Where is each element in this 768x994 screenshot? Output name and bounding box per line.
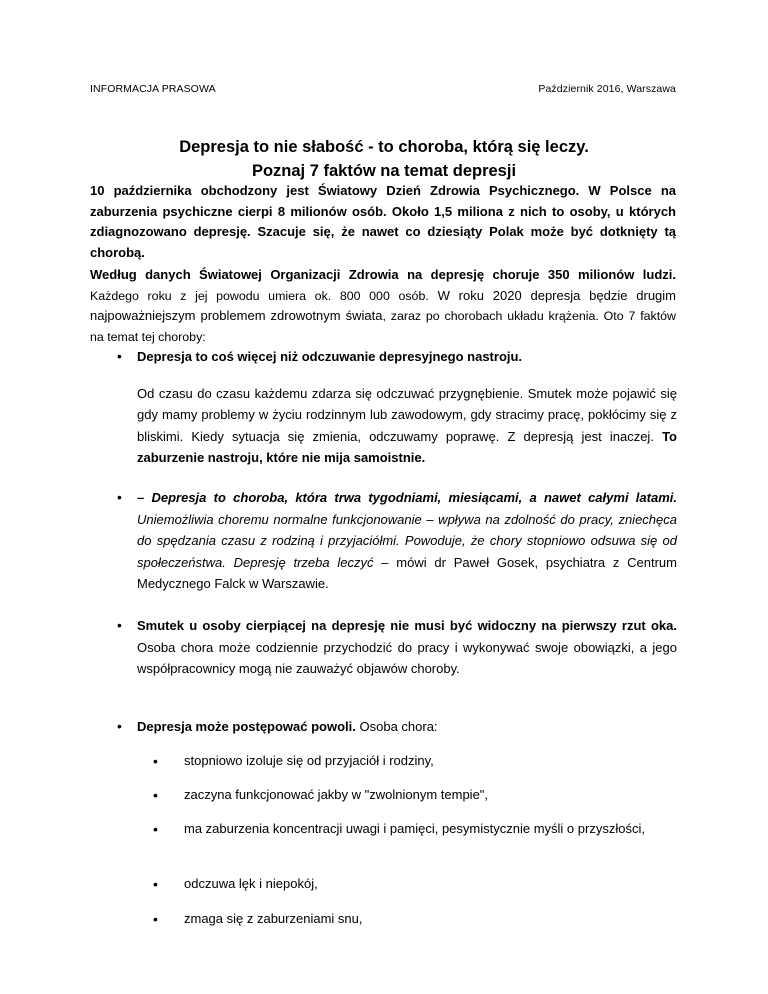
title-line-1: Depresja to nie słabość - to choroba, którą się leczy. <box>179 138 589 156</box>
fact-item-1 <box>137 346 677 469</box>
page-title <box>90 135 678 183</box>
symptom-item-3: ma zaburzenia koncentracji uwagi i pamięci, pesymistycznie myśli o przyszłości, <box>184 821 645 836</box>
fact-4-heading: Depresja może postępować powoli. <box>137 719 356 734</box>
symptom-item-2: zaczyna funkcjonować jakby w "zwolnionym tempie", <box>184 787 489 802</box>
lead-paragraph: 10 października obchodzony jest Światowy Dzień Zdrowia Psychicznego. W Polsce na zaburzenia psychiczne cierpi 8 milionów osób. Około 1,5 miliona z nich to osoby, u których zdiagnozowano depresję. Szacuje się, że nawet co dziesiąty Polak może być dotknięty tą chorobą. <box>90 183 676 260</box>
sub-bullet: • <box>153 911 158 927</box>
symptom-item-5: zmaga się z zaburzeniami snu, <box>184 911 363 926</box>
fact-2-heading: – Depresja to choroba, która trwa tygodniami, miesiącami, a nawet całymi latami. <box>137 490 677 505</box>
fact-3-body: Osoba chora może codziennie przychodzić do pracy i wykonywać swoje obowiązki, a jego współpracownicy mogą nie zauważyć objawów choroby. <box>137 639 677 676</box>
bullet: • <box>117 489 122 505</box>
intro-text-3: , zaraz po chorobach układu krążenia. Oto 7 faktów na temat tej choroby: <box>90 309 677 344</box>
header-date-location: Październik 2016, Warszawa <box>538 83 676 95</box>
sub-bullet: • <box>153 753 158 769</box>
fact-2-attribution: – mówi dr Paweł Gosek, psychiatra z Centrum Medycznego Falck w Warszawie. <box>137 554 677 591</box>
bullet: • <box>117 718 122 734</box>
fact-4-body: Osoba chora: <box>355 719 438 734</box>
intro-bold: Według danych Światowej Organizacji Zdrowia na depresję choruje 350 milionów ludzi. <box>90 267 676 282</box>
intro-paragraph <box>90 265 676 347</box>
fact-1-body: Od czasu do czasu każdemu zdarza się odczuwać przygnębienie. Smutek może pojawić się gdy mamy problemy w życiu rodzinnym lub zawodowym, gdy stracimy pracę, pokłócimy się z bliskimi. Kiedy sytuacja się zmienia, odczuwamy poprawę. Z depresją jest inaczej. To zaburzenie nastroju, które nie mija samoistnie. <box>137 385 677 465</box>
header-label: INFORMACJA PRASOWA <box>90 83 216 95</box>
sub-bullet: • <box>153 821 158 837</box>
bullet: • <box>117 348 122 364</box>
fact-item-4 <box>137 716 677 738</box>
fact-1-heading: Depresja to coś więcej niż odczuwanie depresyjnego nastroju. <box>137 349 523 364</box>
fact-2-quote: Uniemożliwia choremu normalne funkcjonowanie – wpływa na zdolność do pracy, zniechęca do spędzania czasu z rodziną i przyjaciółmi. Powoduje, że chory stopniowo odsuwa się od społeczeństwa. Depresję trzeba leczyć <box>137 511 677 570</box>
symptom-item-1: stopniowo izoluje się od przyjaciół i rodziny, <box>184 753 434 768</box>
sub-bullet: • <box>153 876 158 892</box>
fact-item-2 <box>137 487 677 595</box>
fact-1-emphasis: To zaburzenie nastroju, które nie mija samoistnie. <box>137 428 677 465</box>
sub-bullet: • <box>153 787 158 803</box>
fact-3-heading: Smutek u osoby cierpiącej na depresję nie musi być widoczny na pierwszy rzut oka. <box>137 618 677 633</box>
title-line-2: Poznaj 7 faktów na temat depresji <box>251 162 517 180</box>
intro-text-2: W roku 2020 depresja będzie drugim najpoważniejszym problemem zdrowotnym świata <box>90 287 676 323</box>
fact-item-3 <box>137 615 677 680</box>
bullet: • <box>117 617 122 633</box>
intro-text-1: Każdego roku z jej powodu umiera ok. 800 000 osób. <box>90 288 429 303</box>
symptom-item-4: odczuwa lęk i niepokój, <box>184 876 318 891</box>
